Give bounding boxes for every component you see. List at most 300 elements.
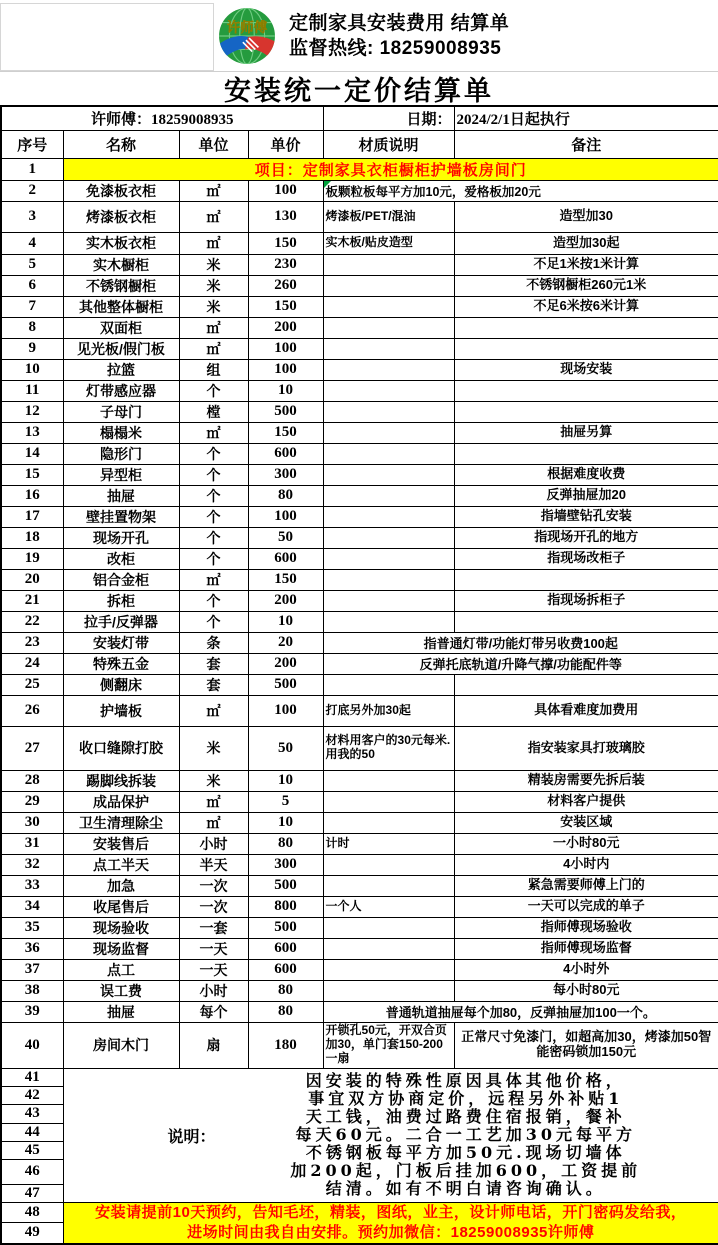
row-no: 37 [1, 959, 63, 980]
row-no: 20 [1, 569, 63, 590]
item-material [323, 338, 454, 359]
row-no: 27 [1, 726, 63, 770]
table-row [1, 833, 718, 854]
item-remark: 紧急需要师傅上门的 [454, 875, 718, 896]
table-row [1, 232, 718, 254]
item-unit: 米 [179, 770, 248, 791]
item-remark: 造型加30起 [454, 232, 718, 254]
item-material [323, 464, 454, 485]
item-name: 护墙板 [63, 695, 179, 726]
item-material [323, 527, 454, 548]
item-material [323, 275, 454, 296]
table-row [1, 1022, 718, 1068]
table-row [1, 180, 718, 201]
item-name: 铝合金柜 [63, 569, 179, 590]
item-name: 拆柜 [63, 590, 179, 611]
item-price: 300 [248, 464, 323, 485]
item-material [323, 854, 454, 875]
note-cell [63, 1068, 718, 1202]
table-row [1, 464, 718, 485]
table-row [1, 296, 718, 317]
item-price: 260 [248, 275, 323, 296]
item-material: 打底另外加30起 [323, 695, 454, 726]
item-material [323, 359, 454, 380]
item-price: 150 [248, 422, 323, 443]
item-material [323, 770, 454, 791]
table-row [1, 791, 718, 812]
item-unit: 一次 [179, 875, 248, 896]
item-price: 80 [248, 1001, 323, 1022]
item-remark: 根据难度收费 [454, 464, 718, 485]
note-wrap [66, 1072, 717, 1198]
row-no: 32 [1, 854, 63, 875]
item-unit: ㎡ [179, 180, 248, 201]
brand-band [0, 0, 718, 71]
item-name: 侧翻床 [63, 674, 179, 695]
item-price: 150 [248, 232, 323, 254]
row-no: 14 [1, 443, 63, 464]
row-no: 1 [1, 158, 63, 180]
item-unit: ㎡ [179, 695, 248, 726]
row-no: 16 [1, 485, 63, 506]
item-price: 150 [248, 569, 323, 590]
item-name: 子母门 [63, 401, 179, 422]
row-no: 40 [1, 1022, 63, 1068]
item-price: 500 [248, 917, 323, 938]
item-name: 实木橱柜 [63, 254, 179, 275]
item-name: 特殊五金 [63, 653, 179, 674]
row-no: 45 [1, 1141, 63, 1159]
item-material [323, 254, 454, 275]
col-header-material: 材质说明 [323, 130, 454, 158]
item-remark: 现场安装 [454, 359, 718, 380]
item-unit: 小时 [179, 980, 248, 1001]
note-line: 事宜双方协商定价，远程另外补贴1 [308, 1089, 624, 1108]
item-material [323, 317, 454, 338]
item-unit: ㎡ [179, 422, 248, 443]
col-header-name: 名称 [63, 130, 179, 158]
item-material [323, 611, 454, 632]
table-row [1, 527, 718, 548]
item-unit: 一次 [179, 896, 248, 917]
table-row [1, 254, 718, 275]
item-price: 5 [248, 791, 323, 812]
item-unit: 套 [179, 674, 248, 695]
table-row [1, 770, 718, 791]
item-price: 230 [248, 254, 323, 275]
row-no: 8 [1, 317, 63, 338]
item-material-remark: 板颗粒板每平方加10元，爱格板加20元 [323, 180, 718, 201]
item-material: 计时 [323, 833, 454, 854]
row-no: 21 [1, 590, 63, 611]
item-name: 成品保护 [63, 791, 179, 812]
project-row [1, 158, 718, 180]
item-material [323, 875, 454, 896]
table-row [1, 443, 718, 464]
item-unit: ㎡ [179, 812, 248, 833]
item-name: 现场验收 [63, 917, 179, 938]
item-name: 不锈钢橱柜 [63, 275, 179, 296]
item-price: 100 [248, 506, 323, 527]
item-price: 50 [248, 726, 323, 770]
item-remark: 安装区域 [454, 812, 718, 833]
table-row [1, 590, 718, 611]
row-no: 23 [1, 632, 63, 653]
row-no: 44 [1, 1123, 63, 1141]
item-name: 点工半天 [63, 854, 179, 875]
empty-grid-cell [0, 3, 214, 71]
item-material: 一个人 [323, 896, 454, 917]
item-remark: 造型加30 [454, 201, 718, 232]
item-material [323, 791, 454, 812]
item-unit: 扇 [179, 1022, 248, 1068]
row-no: 10 [1, 359, 63, 380]
item-unit: 个 [179, 527, 248, 548]
item-name: 加急 [63, 875, 179, 896]
row-no: 9 [1, 338, 63, 359]
item-material-remark: 指普通灯带/功能灯带另收费100起 [323, 632, 718, 653]
item-unit: 条 [179, 632, 248, 653]
row-no: 13 [1, 422, 63, 443]
item-name: 见光板/假门板 [63, 338, 179, 359]
row-no: 38 [1, 980, 63, 1001]
price-table [0, 105, 718, 1245]
item-price: 100 [248, 359, 323, 380]
item-material [323, 674, 454, 695]
col-header-price: 单价 [248, 130, 323, 158]
item-unit: 半天 [179, 854, 248, 875]
row-no: 28 [1, 770, 63, 791]
row-no: 11 [1, 380, 63, 401]
table-row [1, 1001, 718, 1022]
project-title: 项目：定制家具衣柜橱柜护墙板房间门 [63, 158, 718, 180]
item-remark: 一天可以完成的单子 [454, 896, 718, 917]
item-name: 收尾售后 [63, 896, 179, 917]
item-unit: 个 [179, 464, 248, 485]
item-name: 隐形门 [63, 443, 179, 464]
item-price: 80 [248, 833, 323, 854]
item-remark [454, 401, 718, 422]
item-unit: 套 [179, 653, 248, 674]
item-remark [454, 611, 718, 632]
note-line: 不锈钢板每平方加50元.现场切墙体 [305, 1143, 626, 1162]
item-price: 200 [248, 590, 323, 611]
table-row [1, 569, 718, 590]
item-remark [454, 569, 718, 590]
item-material [323, 485, 454, 506]
item-remark: 指安装家具打玻璃胶 [454, 726, 718, 770]
item-name: 踢脚线拆装 [63, 770, 179, 791]
table-row [1, 422, 718, 443]
table-row [1, 380, 718, 401]
table-row [1, 854, 718, 875]
row-no: 46 [1, 1159, 63, 1184]
item-unit: 个 [179, 380, 248, 401]
item-remark [454, 443, 718, 464]
logo-text: 许师傅 [226, 19, 268, 35]
info-row [1, 106, 718, 130]
item-price: 500 [248, 875, 323, 896]
hotline: 监督热线: 18259008935 [289, 38, 502, 59]
cell-flag-icon [324, 181, 331, 188]
company-logo-icon [218, 7, 276, 65]
table-row [1, 980, 718, 1001]
table-row [1, 485, 718, 506]
item-unit: 米 [179, 275, 248, 296]
item-material [323, 917, 454, 938]
item-price: 180 [248, 1022, 323, 1068]
item-remark: 4小时外 [454, 959, 718, 980]
item-name: 房间木门 [63, 1022, 179, 1068]
page-title: 安装统一定价结算单 [224, 76, 494, 106]
item-material [323, 422, 454, 443]
item-name: 安装售后 [63, 833, 179, 854]
item-remark: 指现场改柜子 [454, 548, 718, 569]
item-price: 600 [248, 548, 323, 569]
item-remark: 不足1米按1米计算 [454, 254, 718, 275]
item-material [323, 959, 454, 980]
row-no: 31 [1, 833, 63, 854]
item-unit: 个 [179, 590, 248, 611]
row-no: 29 [1, 791, 63, 812]
item-remark: 4小时内 [454, 854, 718, 875]
item-unit: 组 [179, 359, 248, 380]
item-unit: 个 [179, 548, 248, 569]
item-price: 100 [248, 338, 323, 359]
item-material [323, 443, 454, 464]
row-no: 43 [1, 1104, 63, 1123]
item-price: 10 [248, 812, 323, 833]
row-no: 5 [1, 254, 63, 275]
row-no: 2 [1, 180, 63, 201]
row-no: 18 [1, 527, 63, 548]
table-row [1, 611, 718, 632]
row-no: 47 [1, 1184, 63, 1202]
item-price: 200 [248, 317, 323, 338]
item-remark: 指现场拆柜子 [454, 590, 718, 611]
item-unit: ㎡ [179, 569, 248, 590]
item-unit: 一天 [179, 959, 248, 980]
item-remark [454, 317, 718, 338]
item-material-remark: 普通轨道抽屉每个加80，反弹抽屉加100一个。 [323, 1001, 718, 1022]
item-remark: 指师傅现场验收 [454, 917, 718, 938]
item-remark: 精装房需要先拆后装 [454, 770, 718, 791]
item-name: 抽屉 [63, 485, 179, 506]
date-label-cell: 日期： [323, 106, 454, 130]
item-price: 80 [248, 980, 323, 1001]
booking-notice-line: 安装请提前10天预约，告知毛坯，精装，图纸，业主，设计师电话，开门密码发给我， [95, 1203, 687, 1221]
item-price: 200 [248, 653, 323, 674]
item-name: 现场监督 [63, 938, 179, 959]
item-material: 材料用客户的30元每米.用我的50 [323, 726, 454, 770]
row-no: 7 [1, 296, 63, 317]
item-price: 50 [248, 527, 323, 548]
col-header-remark: 备注 [454, 130, 718, 158]
column-header-row [1, 130, 718, 158]
item-unit: 个 [179, 611, 248, 632]
row-no: 3 [1, 201, 63, 232]
item-remark: 不锈钢橱柜260元1米 [454, 275, 718, 296]
item-remark [454, 380, 718, 401]
item-unit: ㎡ [179, 232, 248, 254]
note-lines [216, 1072, 717, 1198]
row-no: 41 [1, 1068, 63, 1086]
item-unit: ㎡ [179, 791, 248, 812]
item-price: 10 [248, 611, 323, 632]
item-material [323, 569, 454, 590]
row-no: 24 [1, 653, 63, 674]
item-material [323, 296, 454, 317]
item-material [323, 401, 454, 422]
table-row [1, 653, 718, 674]
row-no: 42 [1, 1086, 63, 1104]
row-no: 39 [1, 1001, 63, 1022]
row-no: 15 [1, 464, 63, 485]
item-unit: 一天 [179, 938, 248, 959]
item-remark [454, 338, 718, 359]
item-name: 点工 [63, 959, 179, 980]
table-row [1, 317, 718, 338]
table-row [1, 726, 718, 770]
item-price: 800 [248, 896, 323, 917]
item-unit: 米 [179, 254, 248, 275]
item-price: 500 [248, 674, 323, 695]
title-band [0, 71, 718, 105]
row-no: 49 [1, 1222, 63, 1243]
item-name: 壁挂置物架 [63, 506, 179, 527]
row-no: 33 [1, 875, 63, 896]
item-name: 烤漆板衣柜 [63, 201, 179, 232]
table-row [1, 359, 718, 380]
item-unit: 每个 [179, 1001, 248, 1022]
table-row [1, 812, 718, 833]
table-row [1, 938, 718, 959]
footer-row [1, 1202, 718, 1222]
date-value-cell: 2024/2/1日起执行 [454, 106, 718, 130]
item-remark: 指现场开孔的地方 [454, 527, 718, 548]
item-name: 安装灯带 [63, 632, 179, 653]
item-remark: 不足6米按6米计算 [454, 296, 718, 317]
item-material-remark: 反弹托底轨道/升降气撑/功能配件等 [323, 653, 718, 674]
row-no: 22 [1, 611, 63, 632]
row-no: 36 [1, 938, 63, 959]
item-remark: 具体看难度加费用 [454, 695, 718, 726]
item-remark: 一小时80元 [454, 833, 718, 854]
table-row [1, 632, 718, 653]
item-name: 现场开孔 [63, 527, 179, 548]
item-price: 100 [248, 695, 323, 726]
item-name: 收口缝隙打胶 [63, 726, 179, 770]
item-name: 拉篮 [63, 359, 179, 380]
item-name: 榻榻米 [63, 422, 179, 443]
item-remark: 正常尺寸免漆门，如超高加30，烤漆加50智能密码锁加150元 [454, 1022, 718, 1068]
row-no: 4 [1, 232, 63, 254]
item-unit: 个 [179, 443, 248, 464]
item-name: 拉手/反弹器 [63, 611, 179, 632]
item-price: 130 [248, 201, 323, 232]
item-remark: 材料客户提供 [454, 791, 718, 812]
item-material [323, 506, 454, 527]
item-unit: 一套 [179, 917, 248, 938]
table-row [1, 401, 718, 422]
item-price: 10 [248, 380, 323, 401]
note-line: 因安装的特殊性原因具体其他价格， [305, 1071, 626, 1090]
item-name: 改柜 [63, 548, 179, 569]
item-name: 其他整体橱柜 [63, 296, 179, 317]
row-no: 26 [1, 695, 63, 726]
item-material [323, 380, 454, 401]
note-row [1, 1068, 718, 1086]
row-no: 17 [1, 506, 63, 527]
item-name: 异型柜 [63, 464, 179, 485]
item-price: 600 [248, 443, 323, 464]
contact-cell: 许师傅：18259008935 [1, 106, 323, 130]
row-no: 48 [1, 1202, 63, 1222]
table-row [1, 548, 718, 569]
item-remark: 指师傅现场监督 [454, 938, 718, 959]
table-row [1, 959, 718, 980]
item-material: 开锁孔50元，开双合页加30，单门套150-200一扇 [323, 1022, 454, 1068]
item-name: 灯带感应器 [63, 380, 179, 401]
item-unit: 小时 [179, 833, 248, 854]
item-material [323, 590, 454, 611]
item-material: 烤漆板/PET/混油 [323, 201, 454, 232]
col-header-unit: 单位 [179, 130, 248, 158]
table-row [1, 506, 718, 527]
item-remark [454, 674, 718, 695]
row-no: 35 [1, 917, 63, 938]
item-price: 500 [248, 401, 323, 422]
row-no: 30 [1, 812, 63, 833]
item-unit: 个 [179, 485, 248, 506]
row-no: 12 [1, 401, 63, 422]
item-remark: 指墙壁钻孔安装 [454, 506, 718, 527]
table-row [1, 695, 718, 726]
row-no: 25 [1, 674, 63, 695]
table-row [1, 338, 718, 359]
table-row [1, 201, 718, 232]
table-row [1, 674, 718, 695]
item-name: 抽屉 [63, 1001, 179, 1022]
item-price: 20 [248, 632, 323, 653]
note-line: 加200起，门板后挂加600，工资提前 [290, 1161, 642, 1180]
item-name: 卫生清理除尘 [63, 812, 179, 833]
item-unit: ㎡ [179, 338, 248, 359]
note-line: 结清。如有不明白请咨询确认。 [325, 1179, 606, 1198]
item-price: 150 [248, 296, 323, 317]
item-price: 100 [248, 180, 323, 201]
item-unit: ㎡ [179, 201, 248, 232]
note-line: 天工钱，油费过路费住宿报销，餐补 [305, 1107, 626, 1126]
item-price: 300 [248, 854, 323, 875]
item-name: 实木板衣柜 [63, 232, 179, 254]
item-unit: 樘 [179, 401, 248, 422]
booking-notice-line: 进场时间由我自由安排。预约加微信：18259008935许师傅 [187, 1223, 595, 1241]
doc-title: 定制家具安装费用 结算单 [289, 13, 510, 34]
item-name: 误工费 [63, 980, 179, 1001]
item-remark: 每小时80元 [454, 980, 718, 1001]
row-no: 6 [1, 275, 63, 296]
item-material [323, 548, 454, 569]
note-line: 每天60元。二合一工艺加30元每平方 [295, 1125, 637, 1144]
item-material [323, 980, 454, 1001]
item-material: 实木板/贴皮造型 [323, 232, 454, 254]
table-row [1, 896, 718, 917]
booking-notice [63, 1202, 718, 1244]
item-remark: 抽屉另算 [454, 422, 718, 443]
item-unit: 米 [179, 726, 248, 770]
item-name: 免漆板衣柜 [63, 180, 179, 201]
